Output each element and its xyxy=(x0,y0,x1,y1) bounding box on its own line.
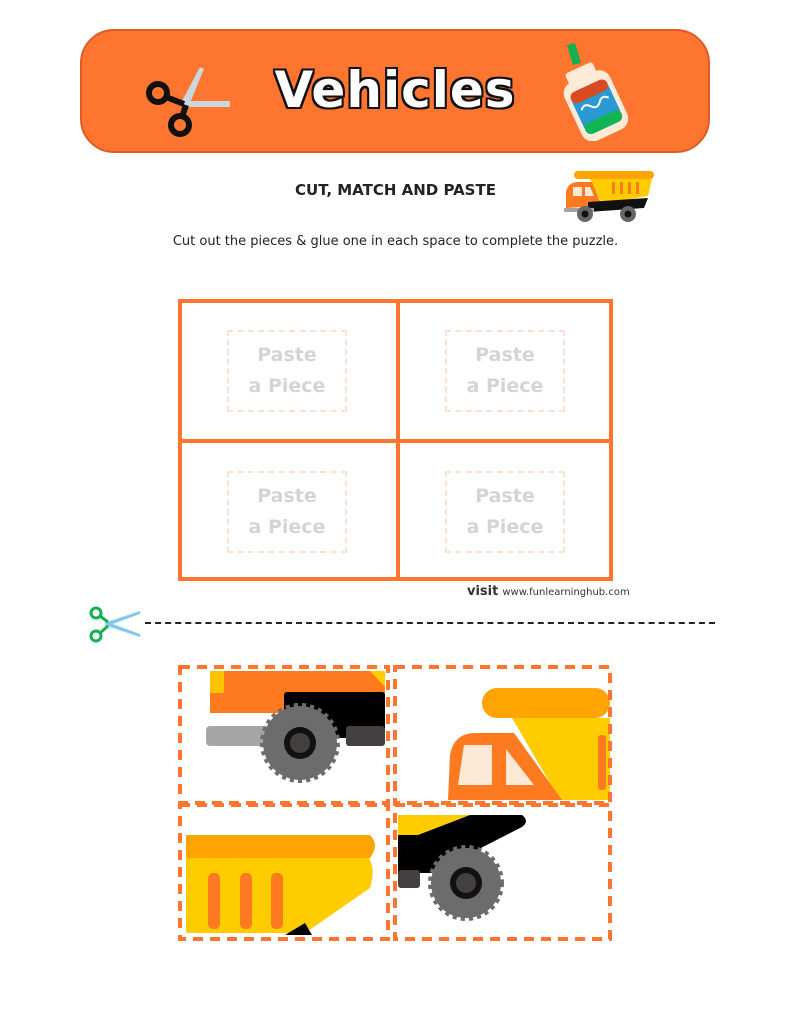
paste-area[interactable] xyxy=(227,330,347,412)
paste-area[interactable] xyxy=(445,471,565,553)
scissors-icon xyxy=(88,605,146,643)
paste-label-line1: Paste xyxy=(475,485,535,507)
dump-truck-icon xyxy=(560,168,656,224)
puzzle-grid xyxy=(178,299,613,581)
grid-divider-horizontal xyxy=(182,439,609,443)
page-title: Vehicles xyxy=(274,61,516,119)
glue-bottle-icon xyxy=(557,41,637,141)
website-url[interactable]: www.funlearninghub.com xyxy=(502,587,630,598)
paste-area[interactable] xyxy=(227,471,347,553)
truck-bed-piece[interactable] xyxy=(180,805,388,939)
puzzle-pieces xyxy=(170,655,620,950)
truck-front-bumper-piece[interactable] xyxy=(180,667,388,803)
paste-area[interactable] xyxy=(445,330,565,412)
visit-label: visit xyxy=(467,584,499,599)
paste-label-line2: a Piece xyxy=(466,375,544,397)
paste-label-line2: a Piece xyxy=(466,516,544,538)
cut-line xyxy=(145,622,715,624)
paste-label-line2: a Piece xyxy=(248,516,326,538)
truck-rear-wheel-piece[interactable] xyxy=(395,805,610,939)
paste-label-line1: Paste xyxy=(475,344,535,366)
paste-label-line1: Paste xyxy=(257,485,317,507)
truck-cab-piece[interactable] xyxy=(395,667,610,803)
paste-label-line2: a Piece xyxy=(248,375,326,397)
instructions-text: Cut out the pieces & glue one in each space to complete the puzzle. xyxy=(172,234,619,249)
title-banner xyxy=(80,29,710,153)
website-credit xyxy=(467,584,630,599)
worksheet-subtitle: CUT, MATCH AND PASTE xyxy=(295,181,496,199)
paste-label-line1: Paste xyxy=(257,344,317,366)
